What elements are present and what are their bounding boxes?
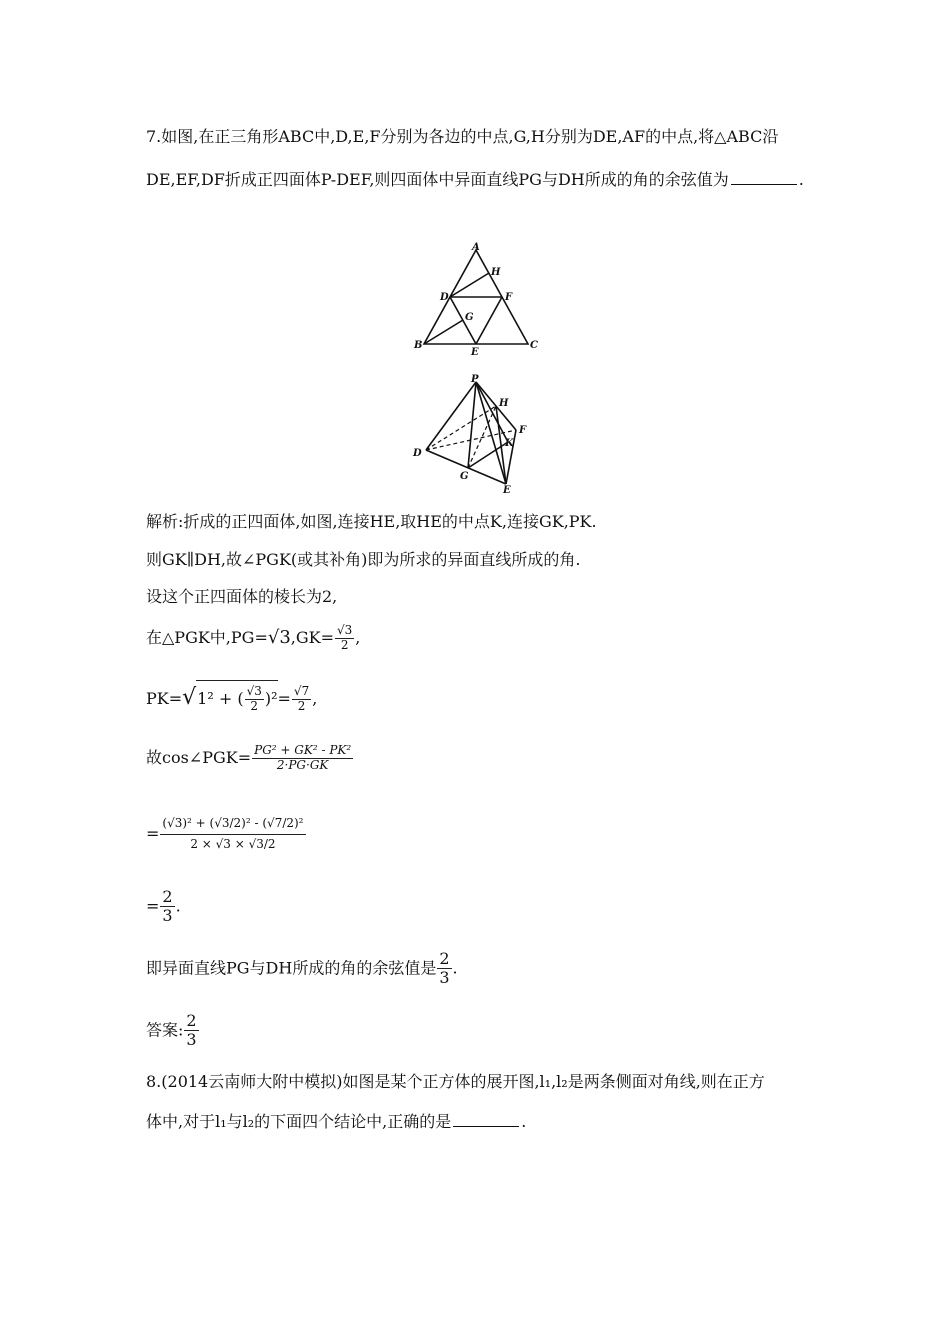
period: . bbox=[452, 958, 458, 978]
label-F2: F bbox=[519, 425, 527, 436]
label-H2: H bbox=[499, 398, 509, 409]
substitution-fraction: $\frac{\text{(√3)² + (√3/2)² - (√7/2)²}}{2 \times √3 \times √3/2}$ bbox=[162, 816, 304, 851]
label-K: K bbox=[505, 438, 514, 449]
label-G: G bbox=[465, 312, 474, 323]
q8-line-2-text: 体中,对于l₁与l₂的下面四个结论中,正确的是 bbox=[146, 1112, 452, 1131]
period: . bbox=[175, 896, 181, 916]
q7-line-2-text: DE,EF,DF折成正四面体P-DEF,则四面体中异面直线PG与DH所成的角的余弦值为 bbox=[146, 170, 729, 189]
conclusion-fraction: $\frac{2}{3}$ bbox=[439, 949, 450, 988]
pk-result: $\frac{√7}{2}$ bbox=[293, 684, 310, 713]
q7-line-1: 7.如图,在正三角形ABC中,D,E,F分别为各边的中点,G,H分别为DE,AF的中点,将△ABC沿 bbox=[146, 127, 779, 146]
label-B: B bbox=[414, 340, 423, 351]
cos-label: 故cos∠PGK= bbox=[146, 748, 252, 767]
label-E2: E bbox=[503, 485, 511, 496]
q7-line-2 bbox=[146, 170, 804, 190]
q8-line-2 bbox=[146, 1112, 526, 1132]
result-fraction: $\frac{2}{3}$ bbox=[162, 887, 173, 926]
conclusion-text: 即异面直线PG与DH所成的角的余弦值是 bbox=[146, 958, 437, 978]
label-E: E bbox=[471, 347, 479, 358]
label-D2: D bbox=[413, 448, 422, 459]
comma: , bbox=[355, 628, 361, 647]
triangle-figure bbox=[408, 240, 548, 358]
solution-line-pk bbox=[146, 680, 317, 717]
eq: = bbox=[146, 896, 160, 916]
answer-label: 答案: bbox=[146, 1020, 184, 1040]
q8-line-2-end: . bbox=[521, 1112, 527, 1131]
eq: = bbox=[146, 824, 160, 843]
label-G2: G bbox=[460, 471, 469, 482]
answer-blank bbox=[731, 170, 797, 185]
label-D: D bbox=[440, 292, 449, 303]
pk-radicand: 1² + ( $\frac{√3}{2}$ )² bbox=[196, 680, 277, 717]
solution-line-1: 解析:折成的正四面体,如图,连接HE,取HE的中点K,连接GK,PK. bbox=[146, 512, 597, 531]
solution-line-2: 则GK∥DH,故∠PGK(或其补角)即为所求的异面直线所成的角. bbox=[146, 550, 581, 569]
label-C: C bbox=[530, 340, 538, 351]
q8-line-1: 8.(2014云南师大附中模拟)如图是某个正方体的展开图,l₁,l₂是两条侧面对角线,则在正方 bbox=[146, 1072, 765, 1091]
label-F: F bbox=[505, 292, 513, 303]
pg-label: 在△PGK中,PG= bbox=[146, 628, 268, 647]
label-A: A bbox=[472, 242, 480, 253]
solution-line-result bbox=[146, 888, 181, 926]
comma: , bbox=[312, 689, 318, 708]
sqrt-sign: √ bbox=[182, 685, 197, 710]
label-P: P bbox=[471, 374, 479, 385]
solution-line-cos bbox=[146, 743, 354, 773]
answer-blank-q8 bbox=[453, 1112, 519, 1127]
gk-label: ,GK= bbox=[290, 628, 335, 647]
solution-line-conclusion bbox=[146, 950, 458, 988]
gk-fraction: $\frac{√3}{2}$ bbox=[337, 623, 353, 652]
pk-label: PK= bbox=[146, 689, 183, 708]
solution-line-pg-gk bbox=[146, 623, 360, 653]
solution-line-substitute bbox=[146, 810, 307, 858]
cos-formula: $\frac{\text{PG² + GK² - PK²}}{2\cdot PG\cdot GK}$ bbox=[254, 743, 352, 772]
answer-fraction: $\frac{2}{3}$ bbox=[186, 1011, 197, 1050]
tetrahedron-figure bbox=[408, 372, 538, 496]
q7-line-2-end: . bbox=[798, 170, 804, 189]
eq: = bbox=[277, 689, 291, 708]
solution-line-3: 设这个正四面体的棱长为2, bbox=[146, 587, 338, 606]
label-H: H bbox=[491, 267, 501, 278]
pg-value: √3 bbox=[267, 627, 291, 648]
answer-line bbox=[146, 1012, 200, 1050]
